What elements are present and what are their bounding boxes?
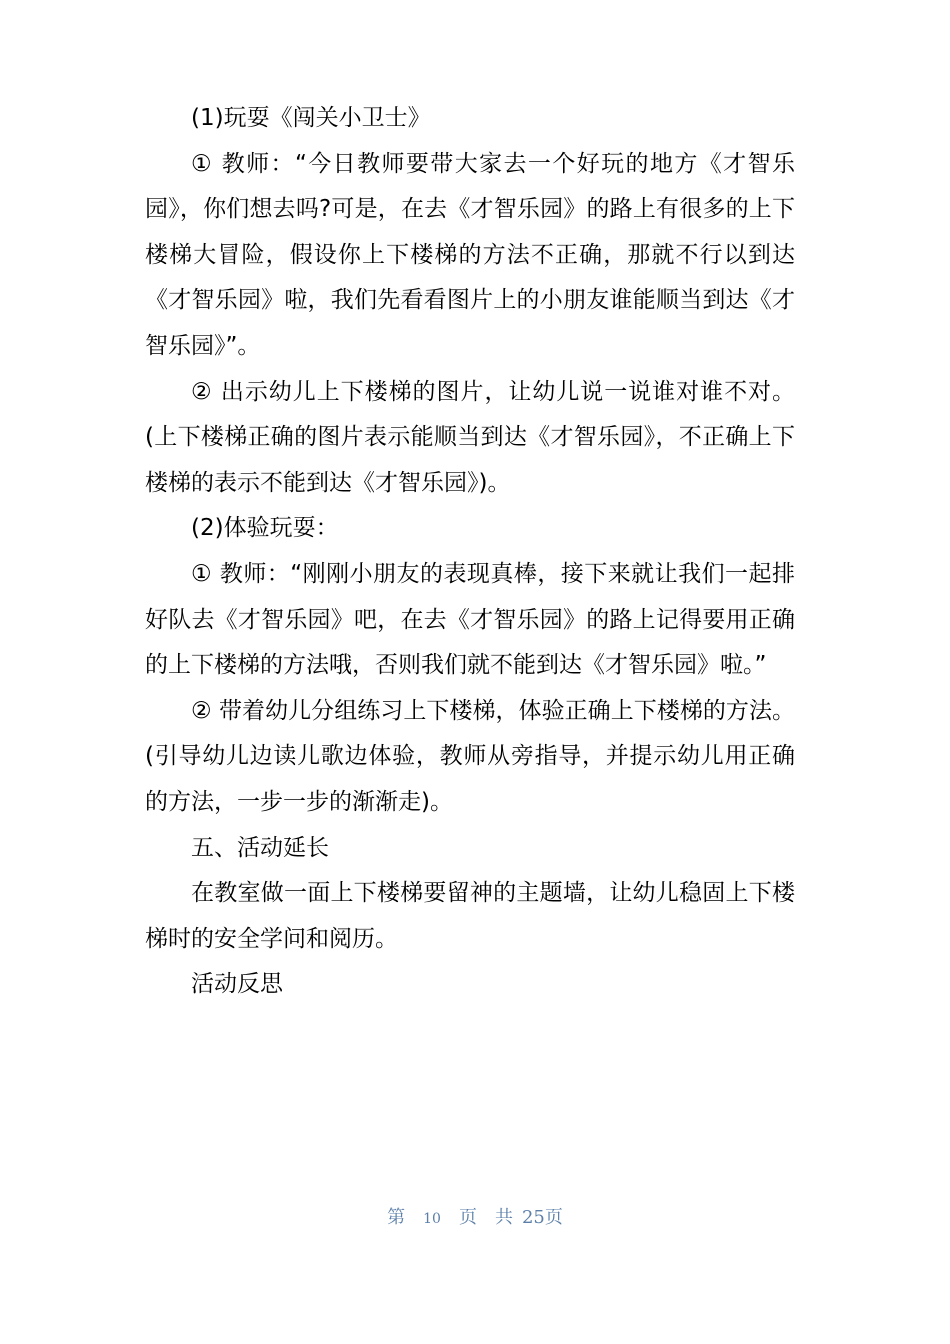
footer-label-ye: 页 [458,1207,477,1228]
footer-label-gong: 共 [494,1207,513,1228]
paragraph-theme-wall: 在教室做一面上下楼梯要留神的主题墙，让幼儿稳固上下楼梯时的安全学问和阅历。 [145,880,795,952]
document-body [145,96,795,1008]
paragraph-game-title: (1)玩耍《闯关小卫士》 [191,105,431,131]
paragraph-group-practice: ② 带着幼儿分组练习上下楼梯，体验正确上下楼梯的方法。(引导幼儿边读儿歌边体验，教师从旁指导，并提示幼儿用正确的方法，一步一步的渐渐走)。 [145,697,795,815]
paragraph-teacher-intro: ① 教师：“今日教师要带大家去一个好玩的地方《才智乐园》，你们想去吗?可是，在去《才智乐园》的路上有很多的上下楼梯大冒险，假设你上下楼梯的方法不正确，那就不行以到达《才智乐园》啦，我们先看看图片上的小朋友谁能顺当到达《才智乐园》”。 [145,150,795,359]
footer-label-di: 第 [387,1207,406,1228]
section-heading-extension: 五、活动延长 [191,834,329,861]
footer-page-total: 25 [521,1207,545,1228]
paragraph-teacher-line-up: ① 教师：“刚刚小朋友的表现真棒，接下来就让我们一起排好队去《才智乐园》吧，在去《才智乐园》的路上记得要用正确的上下楼梯的方法哦，否则我们就不能到达《才智乐园》啦。” [145,560,795,679]
footer-page-current: 10 [423,1211,441,1227]
page-footer [0,1205,950,1232]
paragraph-experience-game: (2)体验玩耍： [191,515,339,542]
footer-label-ye-total: 页 [544,1207,563,1228]
paragraph-show-pictures: ② 出示幼儿上下楼梯的图片，让幼儿说一说谁对谁不对。(上下楼梯正确的图片表示能顺当到达《才智乐园》，不正确上下楼梯的表示不能到达《才智乐园》)。 [145,378,795,496]
section-heading-reflection: 活动反思 [191,971,283,998]
